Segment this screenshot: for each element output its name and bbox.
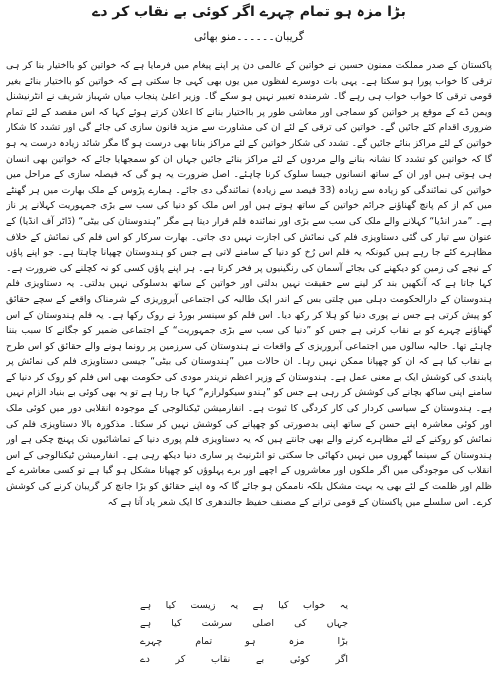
poem-line: یہ خواب کیا ہے یہ زیست کیا ہے: [140, 600, 348, 611]
poem-line: جہاں کی اصلی سرشت کیا ہے: [140, 618, 348, 629]
article-paragraph: پاکستان کے صدر مملکت ممنون حسین نے خواتین کے عالمی دن پر اپنے پیغام میں فرمایا ہے کہ خواتین کو بااختیار بنا کر ہی ترقی کا خواب پورا ہو سکتا ہے۔ یہی بات دوسرے لفظوں میں یوں بھی کہی جا سکتی ہے کہ خواتین کو بااختیار بنائے بغیر قومی ترقی کا خواب خواب ہی رہے گا۔ شرمندہ تعبیر نہیں ہو سکے گا۔ وزیر اعلیٰ پنجاب میاں شہباز شریف نے انٹرنیشنل ویمن ڈے کے موقع پر خواتین کو سماجی اور معاشی طور پر بااختیار بنانے کا اعلان کرتے ہوئے کہا کہ اس مقصد کے لئے تمام ضروری اقدام کئے جائیں گے۔ خواتین کی ترقی کے لئے ان کی مشاورت سے مزید قانون سازی کی جائے گی اور تشدد کا شکار خواتین کے لئے مراکز بنائے جائیں گے۔ تشدد کی شکار خواتین کے لئے مراکز بنانا بھی درست ہو گا مگر شائد زیادہ درست یہ ہو گا کہ خواتین کو تشدد کا نشانہ بنانے والے مردوں کے لئے مراکز بنائے جائیں جہاں ان کو سمجھایا جائے کہ خواتین بھی انسان ہی ہوتی ہیں اور ان کے ساتھ انسانوں جیسا سلوک کرنا چاہئے۔ اصل ضرورت یہ ہو گی کہ فیصلہ سازی کے مراحل میں خواتین کی نمائندگی کو زیادہ سے زیادہ (33 فیصد سے زیادہ) نمائندگی دی جائے۔ ہمارے پڑوس کے ملک بھارت میں ہر گھنٹے میں کم از کم پانچ گھناؤنے جرائم خواتین کے ساتھ ہوتے ہیں اور اس ملک کو دنیا کی سب سے بڑی جمہوریت کہلانے پر ناز ہے۔ ”مدر انڈیا“ کہلانے والے ملک کی سب سے بڑی اور نمائندہ فلم قرار دیتا ہے مگر ”ہندوستان کی بیٹی“ (ڈاٹر آف انڈیا) کے عنوان سے تیار کی گئی دستاویزی فلم کی نمائش کی اجازت نہیں دی جاتی۔ بھارت سرکار کو اس فلم کی نمائش کے خلاف مظاہرے کئے جا رہے ہیں کیونکہ یہ فلم اس رُخ کو دنیا کے سامنے لاتی ہے جس کو ہندوستان چھپانا چاہتا ہے۔ جو اپنے پاؤں کے نیچے کی زمین کو دیکھنے کی بجائے آسمان کی رنگینیوں پر فخر کرتا ہے۔ ہر اپنے پاؤں کسی کو نہ کچلنے کی ضرورت ہے۔ کہا جاتا ہے کہ آنکھیں بند کر لینے سے حقیقت نہیں بدلتی اور خواتین کے ساتھ بدسلوکی نہیں بدلتی۔ یہ دستاویزی فلم ہندوستان کے دارالحکومت دہلی میں چلتی بس کے اندر ایک طالبہ کی اجتماعی آبروریزی کے شرمناک واقعے کے سچے حقائق کو پیش کرتی ہے جس نے پوری دنیا کو ہلا کر رکھ دیا۔ اس فلم کو سینسر بورڈ نے روک رکھا ہے۔ یہ فلم ہندوستان کے اس گھناؤنے چہرے کو بے نقاب کرتی ہے جس کو ”دنیا کی سب سے بڑی جمہوریت“ کے اجتماعی ضمیر کو جگانے کا سبب بننا چاہئے تھا۔ حالیہ سالوں میں اجتماعی آبروریزی کے واقعات نے ہندوستان کی سرزمین پر رونما ہونے والے حقائق کو اس طرح بے نقاب کیا ہے کہ ان کو چھپانا ممکن نہیں رہا۔ ان حالات میں ”ہندوستان کی بیٹی“ جیسی دستاویزی فلم کی نمائش پر پابندی کی کوشش ایک بے معنی عمل ہے۔ ہندوستان کے وزیر اعظم نریندر مودی کی حکومت بھی اس فلم کو روک کر دنیا کے سامنے اپنی ساکھ بچانے کی کوشش کر رہی ہے جس کو ”ہندو سیکولرازم“ کہا جا رہا ہے تو یہ بھی کوئی بے بنیاد الزام نہیں ہے۔ ہندوستان کے سیاسی کردار کی کار کردگی کا ثبوت ہے۔ انفارمیشن ٹیکنالوجی کے موجودہ انقلابی دور میں کوئی ملک اور کوئی معاشرہ اپنے حسن کے ساتھ اپنی بدصورتی کو چھپانے کی کوشش نہیں کر سکتا۔ مذکورہ بالا دستاویزی فلم کی نمائش کو روکنے کے لئے مظاہرے کرنے والے بھی جانتے ہیں کہ یہ دستاویزی فلم پوری دنیا کے تماشائیوں تک پہنچ چکی ہے اور ہندوستان کے سینما گھروں میں نہیں دکھائی جا سکتی تو انٹرنیٹ پر ساری دنیا دیکھ رہی ہے۔ انفارمیشن ٹیکنالوجی کے اس انقلاب کی موجودگی میں اگر ملکوں اور معاشروں کے اچھے اور برے پہلوؤں کو چھپانا مشکل ہو گیا ہے تو کسی معاشرے کے ظلم اور ظلمت کے لئے بھی یہ بہت مشکل بلکہ ناممکن ہو جائے گا کہ وہ اپنے حقائق کو بڑا جانچ کر گریبان کرنے کی کوشش کرے۔ اس سلسلے میں پاکستان کے قومی ترانے کے مصنف حفیظ جالندھری کا ایک شعر یاد آتا ہے کہ: [6, 60, 492, 508]
poem-line: بڑا مزہ ہو تمام چہرے: [140, 636, 348, 647]
poem-line: اگر کوئی بے نقاب کر دے: [140, 654, 348, 665]
article-body: [6, 58, 492, 584]
article-byline: گریبان۔۔۔۔۔۔منو بھائی: [194, 30, 304, 43]
poem-verse: [140, 597, 348, 671]
article-headline: بڑا مزہ ہو تمام چہرے اگر کوئی بے نقاب کر دے: [92, 4, 406, 20]
